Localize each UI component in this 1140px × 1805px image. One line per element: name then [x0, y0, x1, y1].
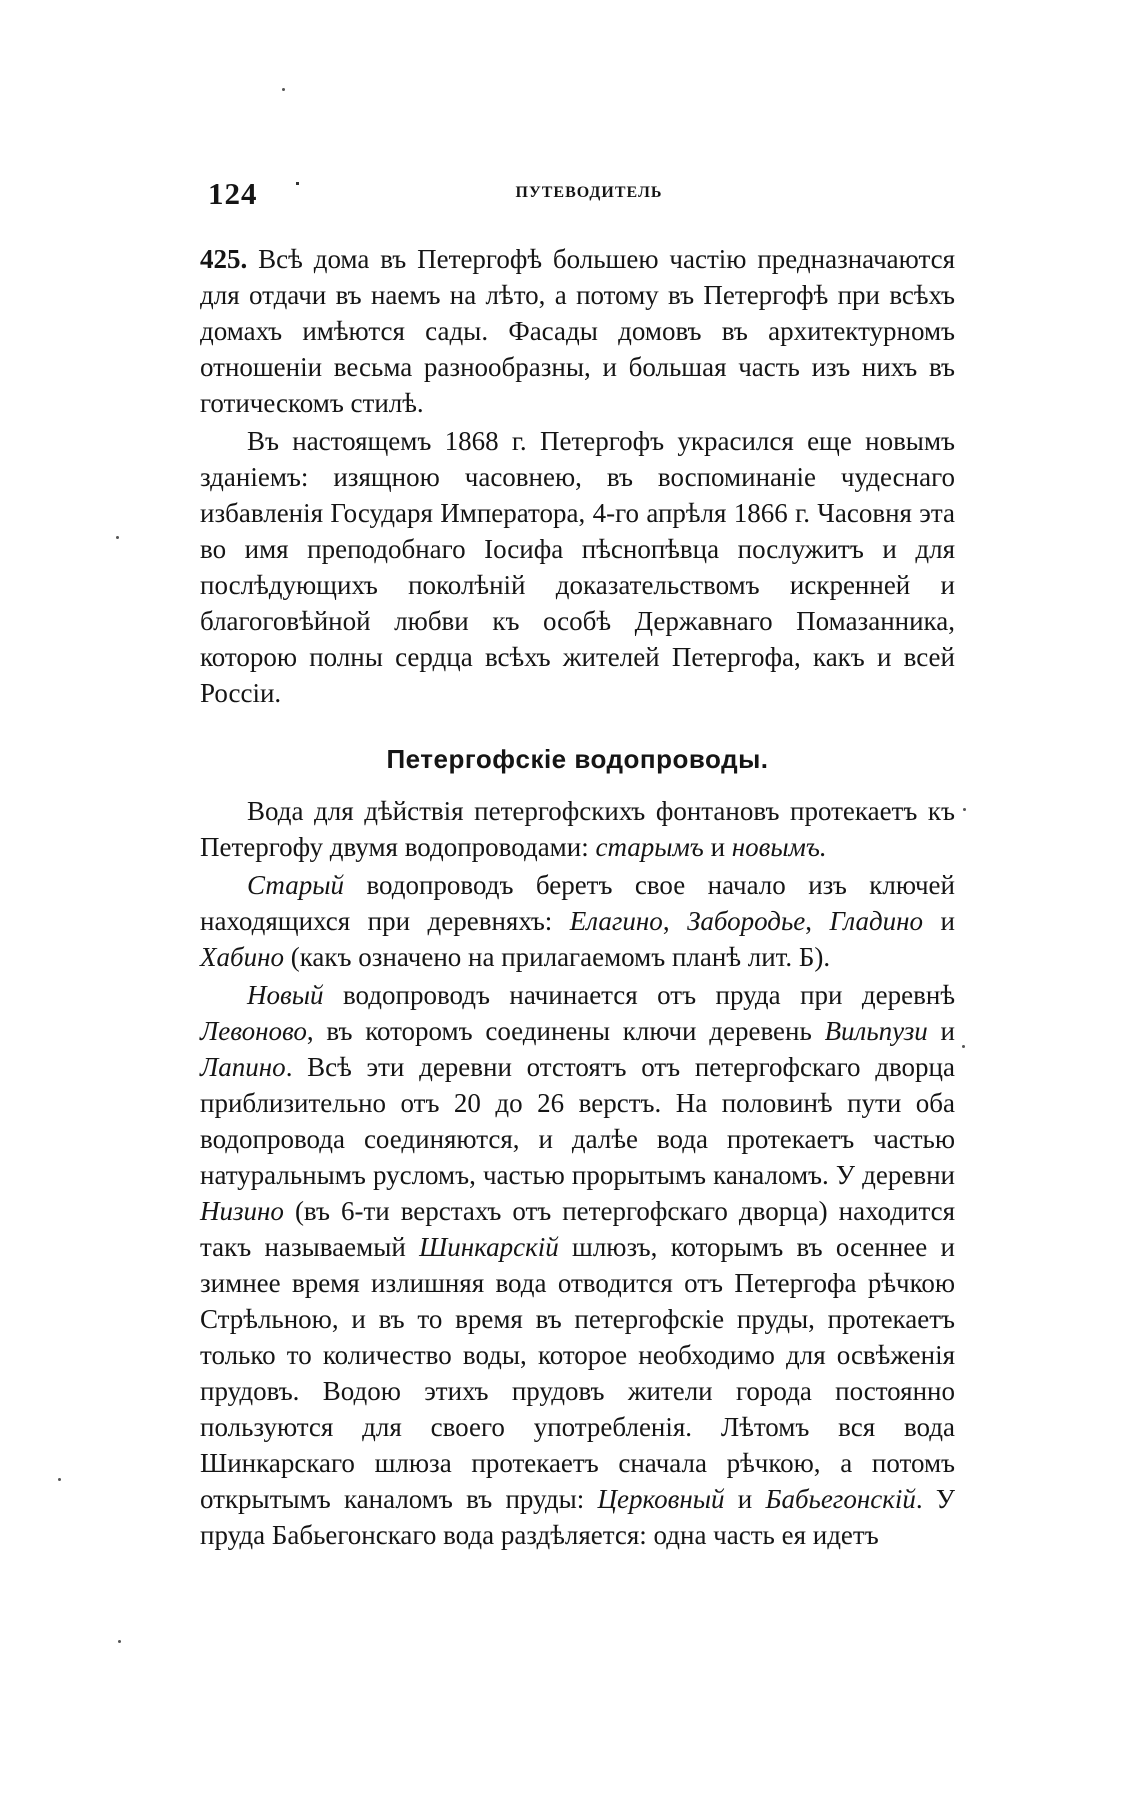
page-header	[208, 176, 948, 216]
text-run: (въ 6-ти верстахъ отъ петергофскаго дворца) находится такъ называемый	[200, 1196, 955, 1262]
italic-run: Хабино	[200, 942, 284, 972]
italic-run: старымъ	[595, 832, 704, 862]
text-run: . Всѣ эти деревни отстоятъ отъ петергофскаго дворца приблизительно отъ 20 до 26 верстъ. На половинѣ пути оба водопровода соединяются, и далѣе вода протекаетъ частью натуральнымъ русломъ, частью прорытымъ каналомъ. У деревни	[200, 1052, 955, 1190]
scan-speck	[962, 1045, 965, 1048]
italic-run: Елагино	[569, 906, 663, 936]
scan-speck	[282, 88, 285, 91]
paragraph-425	[200, 241, 955, 421]
page-number: 124	[208, 176, 258, 211]
paragraph-old-aqueduct	[200, 867, 955, 975]
text-run: и	[927, 1016, 955, 1046]
italic-run: Гладино	[829, 906, 924, 936]
text-run: . У пруда Бабьегонскаго вода раздѣляется: одна часть ея идетъ	[200, 1484, 956, 1550]
text-run: и	[724, 1484, 766, 1514]
italic-run: Шинкарскій	[419, 1232, 559, 1262]
italic-run: Забородье	[687, 906, 806, 936]
text-run: Вода для дѣйствія петергофскихъ фонтановъ протекаетъ къ Петергофу двумя водопроводами:	[200, 796, 955, 862]
italic-run: Лапино	[200, 1052, 286, 1082]
italic-run: Вильпузи	[824, 1016, 928, 1046]
italic-run: Старый	[247, 870, 345, 900]
text-run: и	[703, 832, 732, 862]
text-run: ,	[805, 906, 830, 936]
page-body	[200, 241, 955, 1555]
paragraph-water-intro	[200, 793, 955, 865]
scan-speck	[58, 1478, 61, 1481]
text-run: (какъ означено на прилагаемомъ планѣ лит. Б).	[283, 942, 831, 972]
paragraph-chapel	[200, 423, 955, 711]
text-run: водопроводъ начинается отъ пруда при деревнѣ	[323, 980, 955, 1010]
italic-run: Левоново	[200, 1016, 307, 1046]
text-run: ,	[662, 906, 688, 936]
scan-speck	[116, 536, 119, 539]
italic-run: новымъ.	[731, 832, 827, 862]
text-run: водопроводъ беретъ свое начало изъ ключей находящихся при деревняхъ:	[200, 870, 955, 936]
text-run: шлюзъ, которымъ въ осеннее и зимнее время излишняя вода отводится отъ Петергофа рѣчкою Стрѣльною, и въ то время въ петергофскіе пруды, протекаетъ только то количество воды, которое необходимо для освѣженія прудовъ. Водою этихъ прудовъ жители города постоянно пользуются для своего употребленія. Лѣтомъ вся вода Шинкарскаго шлюза протекаетъ сначала рѣчкою, а потомъ открытымъ каналомъ въ пруды:	[200, 1232, 955, 1514]
running-head: ПУТЕВОДИТЕЛЬ	[515, 184, 663, 201]
paragraph-text: Всѣ дома въ Петергофѣ большею частію предназначаются для отдачи въ наемъ на лѣто, а потому въ Петергофѣ при всѣхъ домахъ имѣются сады. Фасады домовъ въ архитектурномъ отношеніи весьма разнообразны, и большая часть изъ нихъ въ готическомъ стилѣ.	[200, 244, 955, 418]
italic-run: Бабьегонскій	[765, 1484, 916, 1514]
text-run: , въ которомъ соединены ключи деревень	[306, 1016, 825, 1046]
italic-run: Церковный	[597, 1484, 725, 1514]
scan-speck	[118, 1640, 121, 1643]
scan-speck	[963, 808, 966, 811]
italic-run: Новый	[247, 980, 324, 1010]
section-title: Петергофскіе водопроводы.	[386, 744, 769, 774]
paragraph-text: Въ настоящемъ 1868 г. Петергофъ украсился еще новымъ зданіемъ: изящною часовнею, въ воспоминаніе чудеснаго избавленія Государя Императора, 4-го апрѣля 1866 г. Часовня эта во имя преподобнаго Іосифа пѣснопѣвца послужитъ и для послѣдующихъ поколѣній доказательствомъ искренней и благоговѣйной любви къ особѣ Державнаго Помазанника, которою полны сердца всѣхъ жителей Петергофа, какъ и всей Россіи.	[200, 426, 955, 708]
italic-run: Низино	[200, 1196, 284, 1226]
text-run: и	[923, 906, 956, 936]
paragraph-number: 425.	[200, 244, 248, 274]
paragraph-new-aqueduct	[200, 977, 955, 1553]
